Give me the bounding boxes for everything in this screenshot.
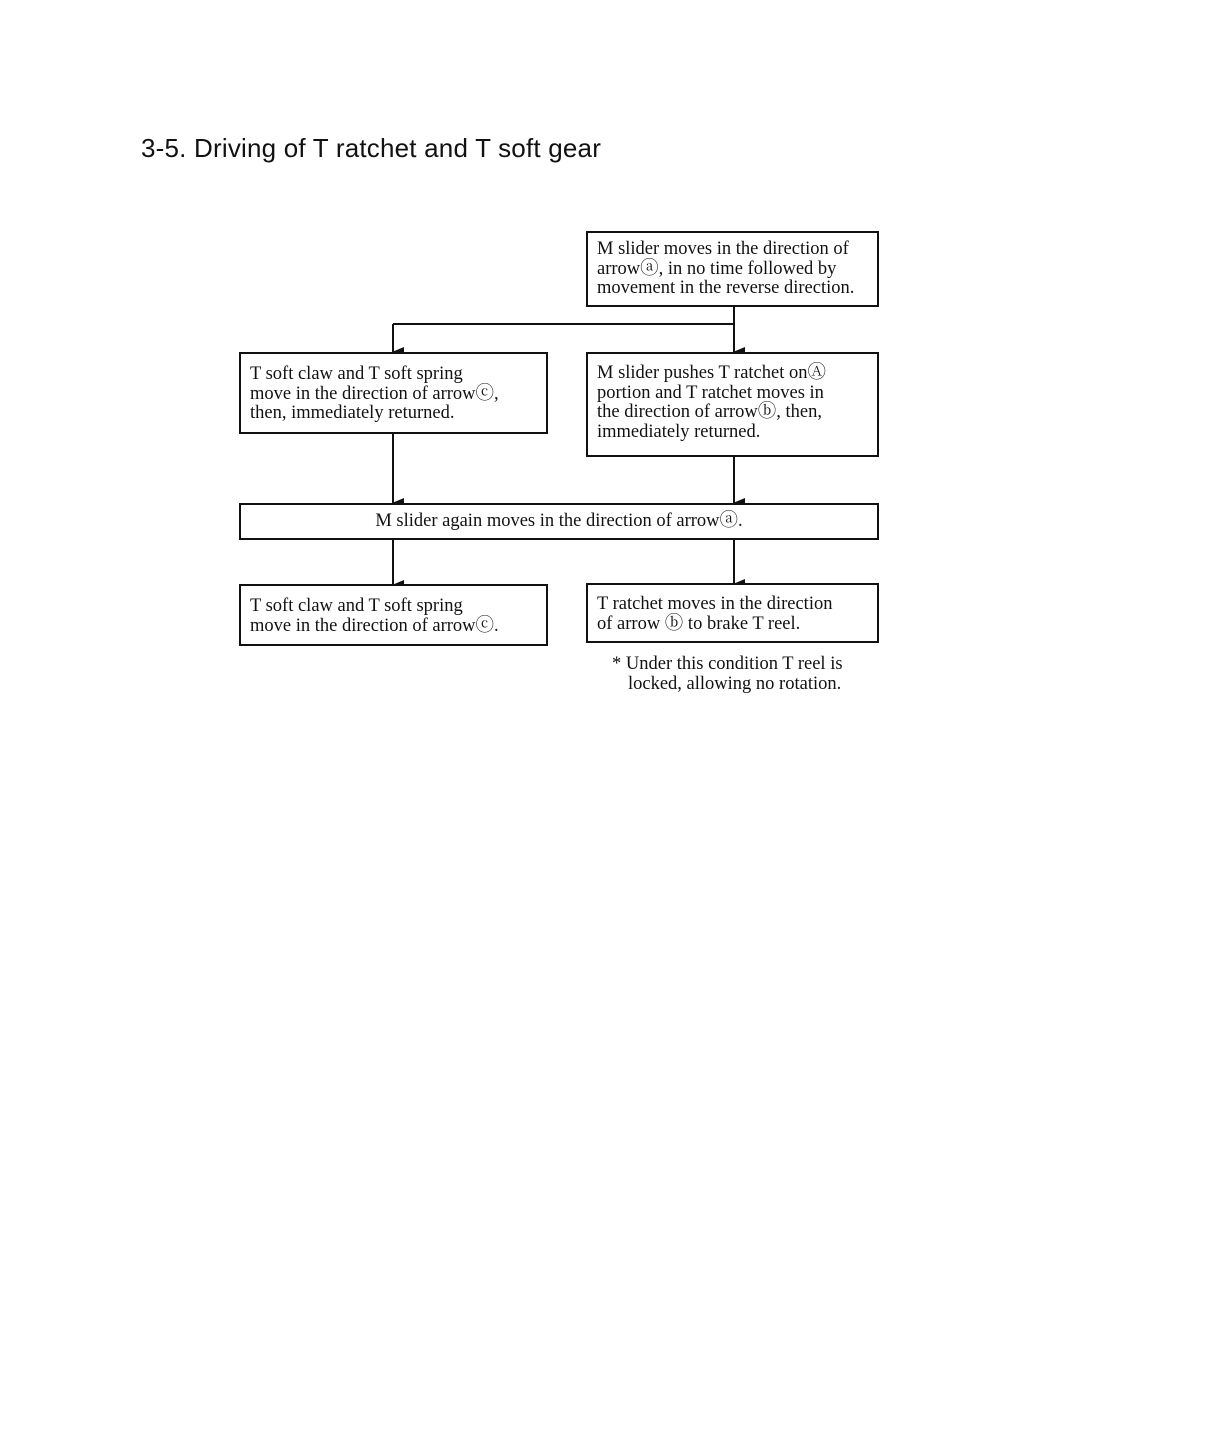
footnote-line-2: locked, allowing no rotation. (628, 674, 842, 694)
right-box-1-line-3: the direction of arrowⓑ, then, (597, 402, 823, 422)
top-box (586, 231, 879, 307)
footnote (612, 654, 843, 694)
middle-box-text: M slider again moves in the direction of arrowⓐ. (375, 511, 743, 531)
right-box-1-line-4: immediately returned. (597, 421, 761, 442)
left-box-1-line-3: then, immediately returned. (250, 403, 455, 423)
right-box-1-line-2: portion and T ratchet moves in (597, 382, 824, 403)
right-box-2-line-1: T ratchet moves in the direction (597, 594, 833, 614)
middle-box (239, 503, 879, 540)
top-box-line-3: movement in the reverse direction. (597, 278, 855, 298)
right-box-2 (586, 583, 879, 643)
left-box-2 (239, 584, 548, 646)
top-box-line-1: M slider moves in the direction of (597, 239, 849, 259)
left-box-1-line-1: T soft claw and T soft spring (250, 364, 463, 384)
section-title: 3-5. Driving of T ratchet and T soft gear (141, 133, 602, 163)
left-box-1-line-2: move in the direction of arrowⓒ, (250, 383, 499, 404)
footnote-line-1: * Under this condition T reel is (612, 654, 843, 674)
left-box-2-line-2: move in the direction of arrowⓒ. (250, 615, 499, 636)
right-box-2-line-2: of arrow ⓑ to brake T reel. (597, 613, 801, 634)
left-box-2-line-1: T soft claw and T soft spring (250, 596, 463, 616)
right-box-1 (586, 352, 879, 457)
right-box-1-line-1: M slider pushes T ratchet onⒶ (597, 363, 826, 383)
top-box-line-2: arrowⓐ, in no time followed by (597, 258, 837, 279)
left-box-1 (239, 352, 548, 434)
